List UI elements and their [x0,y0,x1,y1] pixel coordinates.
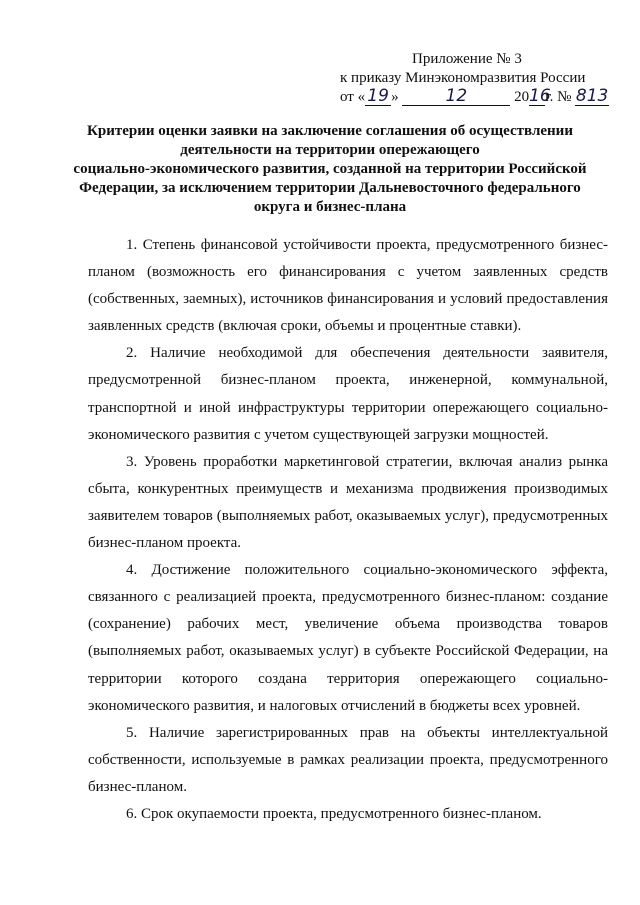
title-line: Федерации, за исключением территории Дальневосточного федерального [79,180,581,196]
criterion-4: 4. Достижение положительного социально-экономического эффекта, связанного с реализацией проекта, предусмотренного бизнес-планом: создание (сохранение) рабочих мест, увеличение объема производства товаров (выполняемых работ, оказываемых услуг) в субъекте Российской Федерации, на территории которого создана территория опережающего социально-экономического развития, и налоговых отчислений в бюджеты всех уровней. [88,562,608,714]
order-reference: к приказу Минэкономразвития России [340,70,586,86]
criterion-1: 1. Степень финансовой устойчивости проекта, предусмотренного бизнес-планом (возможность его финансирования с учетом заявленных средств (собственных, заемных), источников финансирования и условий предоставления заявленных средств (включая сроки, объемы и процентные ставки). [88,237,608,335]
title-line: деятельности на территории опережающего [180,142,480,158]
date-quote: » [391,89,399,105]
year-prefix: 20 [514,89,530,105]
date-prefix: от « [340,89,366,105]
document-title [70,122,590,217]
year-label: г. № [545,89,572,105]
criterion-5: 5. Наличие зарегистрированных прав на объекты интеллектуальной собственности, используемые в рамках реализации проекта, предусмотренного бизнес-планом. [88,724,608,795]
title-line: Критерии оценки заявки на заключение соглашения об осуществлении [87,123,573,139]
title-line: социально-экономического развития, созданной на территории Российской [73,161,587,177]
criterion-2: 2. Наличие необходимой для обеспечения деятельности заявителя, предусмотренной бизнес-планом проекта, инженерной, коммунальной, транспортной и иной инфраструктуры территории опережающего социально-экономического развития с учетом существующей загрузки мощностей. [88,345,608,443]
date-day: 19 [365,88,391,106]
year-suffix: 16 [529,86,551,106]
date-month: 12 [402,88,510,106]
appendix-header [340,50,610,107]
criterion-3: 3. Уровень проработки маркетинговой стратегии, включая анализ рынка сбыта, конкурентных преимуществ и механизма продвижения производимых заявителем товаров (выполняемых работ, оказываемых услуг), предусмотренных бизнес-планом проекта. [88,453,608,552]
order-number: 813 [575,86,609,106]
title-line: округа и бизнес-плана [253,199,407,215]
criterion-6: 6. Срок окупаемости проекта, предусмотренного бизнес-планом. [126,805,542,822]
criteria-list [88,232,608,828]
order-date-line [340,88,610,107]
appendix-number: Приложение № 3 [412,51,522,67]
